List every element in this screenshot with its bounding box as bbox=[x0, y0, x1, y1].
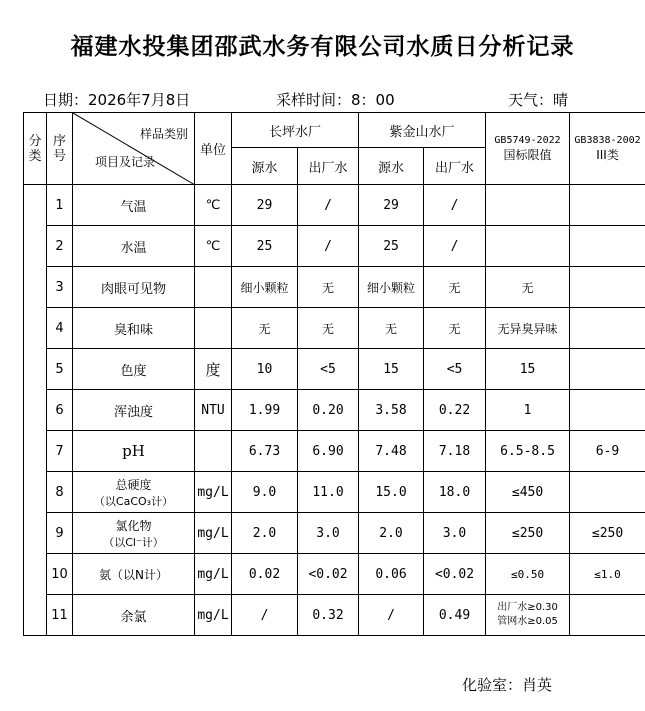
date-label: 日期：2026年7月8日 bbox=[43, 91, 191, 109]
changping-raw-cell: 0.02 bbox=[232, 554, 298, 595]
zijinshan-raw-cell: 0.06 bbox=[359, 554, 424, 595]
item-cell: 水温 bbox=[73, 226, 195, 267]
item-cell: 色度 bbox=[73, 349, 195, 390]
zijinshan-raw-cell: 3.58 bbox=[359, 390, 424, 431]
plant1-raw-header: 源水 bbox=[232, 148, 298, 185]
unit-header: 单位 bbox=[195, 113, 232, 185]
category-header: 分类 bbox=[24, 113, 47, 185]
unit-cell: mg/L bbox=[195, 472, 232, 513]
category-cell bbox=[24, 185, 47, 636]
plant2-out-header: 出厂水 bbox=[424, 148, 486, 185]
item-cell: 余氯 bbox=[73, 595, 195, 636]
changping-raw-cell: 细小颗粒 bbox=[232, 267, 298, 308]
item-cell: 气温 bbox=[73, 185, 195, 226]
changping-out-cell: 0.32 bbox=[298, 595, 359, 636]
water-quality-table bbox=[23, 112, 645, 636]
changping-raw-cell: 无 bbox=[232, 308, 298, 349]
std1-cell: 1 bbox=[486, 390, 570, 431]
unit-cell: NTU bbox=[195, 390, 232, 431]
table-row bbox=[24, 431, 645, 472]
zijinshan-out-cell: 无 bbox=[424, 308, 486, 349]
seq-cell: 5 bbox=[47, 349, 73, 390]
unit-cell bbox=[195, 431, 232, 472]
unit-cell: mg/L bbox=[195, 513, 232, 554]
seq-cell: 10 bbox=[47, 554, 73, 595]
zijinshan-out-cell: 0.22 bbox=[424, 390, 486, 431]
diagonal-line bbox=[73, 113, 195, 185]
std1-cell: ≤0.50 bbox=[486, 554, 570, 595]
changping-out-cell: 无 bbox=[298, 267, 359, 308]
changping-out-cell: <0.02 bbox=[298, 554, 359, 595]
page-title: 福建水投集团邵武水务有限公司水质日分析记录 bbox=[70, 34, 575, 60]
seq-cell: 4 bbox=[47, 308, 73, 349]
std1-cell: 无 bbox=[486, 267, 570, 308]
std1-cell: 无异臭异味 bbox=[486, 308, 570, 349]
plant1-out-header: 出厂水 bbox=[298, 148, 359, 185]
table-row bbox=[24, 267, 645, 308]
std1-cell: 6.5-8.5 bbox=[486, 431, 570, 472]
plant1-header: 长坪水厂 bbox=[232, 113, 359, 148]
sample-type-header: 样品类别 bbox=[139, 127, 188, 141]
header-row-1 bbox=[24, 113, 645, 148]
std1-cell bbox=[486, 185, 570, 226]
std2-cell: ≤250 bbox=[570, 513, 645, 554]
table-row bbox=[24, 185, 645, 226]
changping-out-cell: / bbox=[298, 226, 359, 267]
zijinshan-raw-cell: 7.48 bbox=[359, 431, 424, 472]
std2-cell bbox=[570, 185, 645, 226]
seq-cell: 7 bbox=[47, 431, 73, 472]
std1-cell: ≤250 bbox=[486, 513, 570, 554]
zijinshan-raw-cell: 29 bbox=[359, 185, 424, 226]
std1-cell: 出厂水≥0.30 管网水≥0.05 bbox=[486, 595, 570, 636]
zijinshan-raw-cell: 15.0 bbox=[359, 472, 424, 513]
changping-raw-cell: 9.0 bbox=[232, 472, 298, 513]
std2-cell bbox=[570, 390, 645, 431]
std1-cell bbox=[486, 226, 570, 267]
seq-cell: 6 bbox=[47, 390, 73, 431]
item-cell: 臭和味 bbox=[73, 308, 195, 349]
seq-cell: 1 bbox=[47, 185, 73, 226]
std2-cell bbox=[570, 472, 645, 513]
std1-cell: 15 bbox=[486, 349, 570, 390]
table-row bbox=[24, 390, 645, 431]
zijinshan-raw-cell: 细小颗粒 bbox=[359, 267, 424, 308]
zijinshan-out-cell: <5 bbox=[424, 349, 486, 390]
unit-cell: mg/L bbox=[195, 595, 232, 636]
std1-cell: ≤450 bbox=[486, 472, 570, 513]
zijinshan-raw-cell: 25 bbox=[359, 226, 424, 267]
changping-out-cell: 11.0 bbox=[298, 472, 359, 513]
zijinshan-raw-cell: 15 bbox=[359, 349, 424, 390]
changping-raw-cell: 25 bbox=[232, 226, 298, 267]
std2-cell bbox=[570, 226, 645, 267]
sample-time-label: 采样时间：8：00 bbox=[276, 91, 395, 109]
table-row bbox=[24, 554, 645, 595]
changping-out-cell: 0.20 bbox=[298, 390, 359, 431]
changping-out-cell: 无 bbox=[298, 308, 359, 349]
changping-raw-cell: 2.0 bbox=[232, 513, 298, 554]
zijinshan-out-cell: 无 bbox=[424, 267, 486, 308]
zijinshan-raw-cell: 无 bbox=[359, 308, 424, 349]
changping-out-cell: <5 bbox=[298, 349, 359, 390]
zijinshan-out-cell: / bbox=[424, 185, 486, 226]
item-cell: pH bbox=[73, 431, 195, 472]
zijinshan-out-cell: / bbox=[424, 226, 486, 267]
item-cell: 氯化物 （以Cl⁻计） bbox=[73, 513, 195, 554]
diagonal-header bbox=[73, 113, 195, 185]
changping-out-cell: 3.0 bbox=[298, 513, 359, 554]
weather-label: 天气：晴 bbox=[508, 91, 569, 109]
item-cell: 氨（以N计） bbox=[73, 554, 195, 595]
unit-cell bbox=[195, 267, 232, 308]
plant2-raw-header: 源水 bbox=[359, 148, 424, 185]
changping-raw-cell: 1.99 bbox=[232, 390, 298, 431]
seq-cell: 8 bbox=[47, 472, 73, 513]
std2-cell bbox=[570, 308, 645, 349]
table-row bbox=[24, 472, 645, 513]
item-header: 项目及记录 bbox=[95, 155, 156, 169]
changping-raw-cell: 6.73 bbox=[232, 431, 298, 472]
zijinshan-out-cell: 0.49 bbox=[424, 595, 486, 636]
std2-cell bbox=[570, 349, 645, 390]
table-row bbox=[24, 513, 645, 554]
seq-cell: 3 bbox=[47, 267, 73, 308]
item-cell: 总硬度 （以CaCO₃计） bbox=[73, 472, 195, 513]
zijinshan-out-cell: 3.0 bbox=[424, 513, 486, 554]
table-row bbox=[24, 595, 645, 636]
seq-cell: 11 bbox=[47, 595, 73, 636]
item-cell: 肉眼可见物 bbox=[73, 267, 195, 308]
zijinshan-raw-cell: 2.0 bbox=[359, 513, 424, 554]
table-row bbox=[24, 349, 645, 390]
std2-cell: ≤1.0 bbox=[570, 554, 645, 595]
std2-cell: 6-9 bbox=[570, 431, 645, 472]
changping-raw-cell: 10 bbox=[232, 349, 298, 390]
table-row bbox=[24, 308, 645, 349]
std2-cell bbox=[570, 267, 645, 308]
zijinshan-out-cell: 7.18 bbox=[424, 431, 486, 472]
plant2-header: 紫金山水厂 bbox=[359, 113, 486, 148]
unit-cell: ℃ bbox=[195, 185, 232, 226]
unit-cell: ℃ bbox=[195, 226, 232, 267]
lab-signature: 化验室：肖英 bbox=[462, 676, 553, 694]
std2-cell bbox=[570, 595, 645, 636]
zijinshan-out-cell: <0.02 bbox=[424, 554, 486, 595]
seq-header: 序号 bbox=[47, 113, 73, 185]
changping-out-cell: 6.90 bbox=[298, 431, 359, 472]
seq-cell: 2 bbox=[47, 226, 73, 267]
seq-cell: 9 bbox=[47, 513, 73, 554]
table-row bbox=[24, 226, 645, 267]
changping-out-cell: / bbox=[298, 185, 359, 226]
zijinshan-raw-cell: / bbox=[359, 595, 424, 636]
std2-header: GB3838-2002 III类 bbox=[570, 113, 645, 185]
unit-cell bbox=[195, 308, 232, 349]
item-cell: 浑浊度 bbox=[73, 390, 195, 431]
std1-header: GB5749-2022 国标限值 bbox=[486, 113, 570, 185]
changping-raw-cell: / bbox=[232, 595, 298, 636]
zijinshan-out-cell: 18.0 bbox=[424, 472, 486, 513]
unit-cell: 度 bbox=[195, 349, 232, 390]
changping-raw-cell: 29 bbox=[232, 185, 298, 226]
unit-cell: mg/L bbox=[195, 554, 232, 595]
